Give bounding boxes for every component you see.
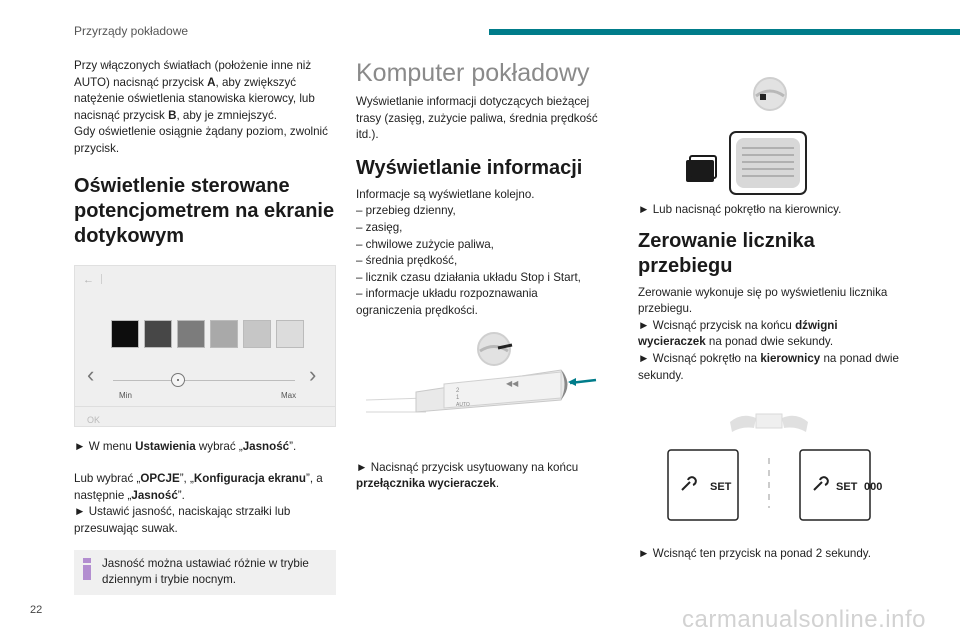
swatch [276, 320, 304, 348]
svg-text:AUTO: AUTO [456, 401, 470, 408]
swatch [144, 320, 172, 348]
set-value-right: 000 [864, 481, 883, 494]
slider-knob [171, 373, 185, 387]
text: ► Wcisnąć przycisk na końcu [638, 318, 796, 332]
text: na ponad dwie sekundy. [705, 335, 834, 349]
brightness-swatches [111, 320, 304, 348]
text: ► Wcisnąć pokrętło na [638, 351, 761, 365]
text-bold: Jasność [131, 488, 178, 502]
button-b-label: B [168, 108, 177, 122]
header-accent-bar [489, 29, 960, 35]
chevron-right-icon: › [309, 361, 317, 387]
wiper-stalk-illustration [356, 320, 606, 460]
slider-min-label: Min [119, 390, 132, 400]
text: ► W menu [74, 439, 136, 453]
info-text: Jasność można ustawiać różnie w trybie dziennym i trybie nocnym. [102, 556, 309, 587]
intro-text-4: Gdy oświetlenie osiągnie żądany poziom, zwolnić przycisk. [74, 125, 328, 155]
divider [101, 274, 102, 284]
swatch [210, 320, 238, 348]
page-number: 22 [30, 604, 43, 616]
text-bold: kierownicy [760, 351, 821, 365]
step-reset-wheel [638, 351, 900, 384]
intro-paragraph [74, 58, 338, 158]
reset-intro: Zerowanie wykonuje się po wyświetleniu licznika przebiegu. [638, 285, 888, 316]
list-item: – chwilowe zużycie paliwa, [356, 237, 494, 251]
info-icon [83, 558, 91, 580]
info-list [356, 203, 606, 319]
swatch [177, 320, 205, 348]
text: wybrać „ [195, 439, 243, 453]
svg-text:2: 2 [456, 387, 460, 394]
section-heading-touchscreen: Oświetlenie sterowane potencjometrem na ekranie dotykowym [74, 174, 335, 247]
text-bold: Konfiguracja ekranu [193, 472, 306, 486]
svg-text:1: 1 [456, 394, 460, 401]
brightness-screen-illustration [74, 265, 336, 427]
text-bold: przełącznika wycieraczek [356, 477, 496, 491]
intro-text-2: , aby zwiększyć natężenie oświetlenia stanowiska kierowcy, lub nacisnąć przycisk [74, 75, 315, 122]
list-intro: Informacje są wyświetlane kolejno. [356, 187, 535, 201]
text-bold: OPCJE [140, 472, 180, 486]
text: ”. [289, 439, 297, 453]
step-press-wiper-button [356, 460, 606, 493]
divider [75, 406, 335, 407]
step-press-wheel: ► Lub nacisnąć pokrętło na kierownicy. [638, 203, 842, 216]
section-heading-reset: Zerowanie licznika przebiegu [638, 229, 815, 277]
svg-text:◀◀: ◀◀ [506, 378, 519, 388]
intro-text-3: , aby je zmniejszyć. [176, 108, 277, 122]
info-note [74, 550, 336, 595]
slider-track [113, 380, 295, 381]
list-item: – informacje układu rozpoznawania ograniczenia prędkości. [356, 287, 538, 317]
list-item: – zasięg, [356, 220, 403, 234]
swatch [111, 320, 139, 348]
text: ”. [177, 488, 185, 502]
list-item: – przebieg dzienny, [356, 204, 456, 218]
list-item: – licznik czasu działania układu Stop i Start, [356, 270, 581, 284]
set-label-left: SET [710, 481, 732, 494]
text: ”, „ [179, 472, 194, 486]
step-menu-settings [74, 439, 338, 456]
button-a-label: A [207, 75, 216, 89]
text: . [495, 477, 500, 491]
intro-paragraph: Wyświetlanie informacji dotyczących bieżącej trasy (zasięg, zużycie paliwa, średnia prędkość itd.). [356, 95, 598, 142]
step-hold-button: ► Wcisnąć ten przycisk na ponad 2 sekundy. [638, 547, 871, 561]
steering-wheel-illustration [638, 58, 900, 202]
text: na ponad dwie sekundy. [638, 351, 899, 382]
header-title: Przyrządy pokładowe [74, 24, 189, 38]
column-right [638, 58, 900, 563]
text-bold: dźwigni wycieraczek [638, 318, 838, 349]
ok-label: OK [87, 414, 101, 425]
arrow-left-icon: ← [83, 273, 94, 286]
set-label-right: SET [836, 481, 858, 494]
set-button-illustration [638, 398, 900, 542]
wiper-stalk-icon [356, 320, 606, 460]
swatch [243, 320, 271, 348]
step-adjust-brightness: ► Ustawić jasność, naciskając strzałki lub przesuwając suwak. [74, 505, 291, 535]
section-heading-display: Wyświetlanie informacji [356, 156, 583, 179]
chevron-left-icon: ‹ [87, 361, 95, 387]
text: ”, a następnie „ [74, 472, 323, 502]
step-reset-wiper [638, 318, 900, 351]
steering-thumbwheel-icon [638, 58, 900, 202]
watermark-text: carmanualsonline.info [682, 606, 926, 633]
list-item: – średnia prędkość, [356, 254, 458, 268]
text: ► Nacisnąć przycisk usytuowany na końcu [356, 460, 579, 474]
column-middle [356, 58, 606, 493]
text-bold: Jasność [242, 439, 290, 453]
slider-max-label: Max [281, 390, 297, 400]
alternative-paragraph [74, 471, 338, 504]
intro-text-1: Przy włączonych światłach (położenie inne niż AUTO) nacisnąć przycisk [74, 59, 312, 89]
text: Lub wybrać „ [74, 472, 141, 486]
page-title: Komputer pokładowy [356, 59, 590, 87]
column-left [74, 58, 338, 595]
text-bold: Ustawienia [135, 439, 196, 453]
instrument-panel-icon [638, 398, 900, 542]
